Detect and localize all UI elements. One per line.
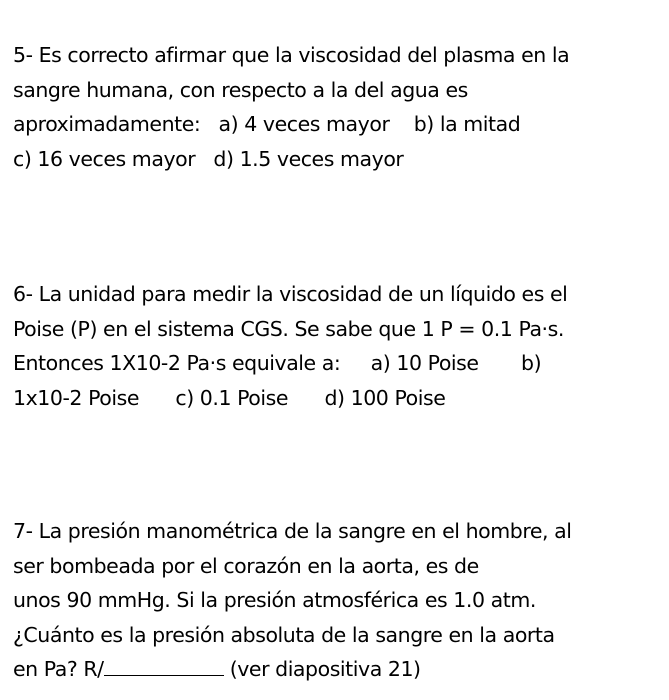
slide-reference: (ver diapositiva 21) xyxy=(223,657,421,681)
question-5-line-3: aproximadamente: a) 4 veces mayor b) la mitad xyxy=(13,112,521,136)
question-7-line-3: unos 90 mmHg. Si la presión atmosférica es 1.0 atm. xyxy=(13,588,536,612)
question-7-line-5 xyxy=(13,652,663,687)
question-6-line-4: 1x10-2 Poise c) 0.1 Poise d) 100 Poise xyxy=(13,385,446,410)
question-6-line-2: Poise (P) en el sistema CGS. Se sabe que 1 P = 0.1 Pa·s. xyxy=(13,316,564,341)
question-7 xyxy=(13,514,663,687)
question-5-line-2: sangre humana, con respecto a la del agua es xyxy=(13,77,468,102)
question-5 xyxy=(13,38,663,176)
question-6-line-3: Entonces 1X10-2 Pa·s equivale a: a) 10 Poise b) xyxy=(13,351,542,375)
question-7-line-4: ¿Cuánto es la presión absoluta de la sangre en la aorta xyxy=(13,622,555,647)
question-6-line-1: 6- La unidad para medir la viscosidad de un líquido es el xyxy=(13,282,568,306)
answer-prompt: en Pa? R/ xyxy=(13,657,104,681)
question-7-line-1: 7- La presión manométrica de la sangre en el hombre, al xyxy=(13,519,572,543)
question-6 xyxy=(13,277,663,415)
question-5-line-1: 5- Es correcto afirmar que la viscosidad del plasma en la xyxy=(13,43,570,67)
question-5-line-4: c) 16 veces mayor d) 1.5 veces mayor xyxy=(13,146,404,171)
answer-blank xyxy=(104,657,224,676)
question-7-line-2: ser bombeada por el corazón en la aorta, es de xyxy=(13,553,479,578)
